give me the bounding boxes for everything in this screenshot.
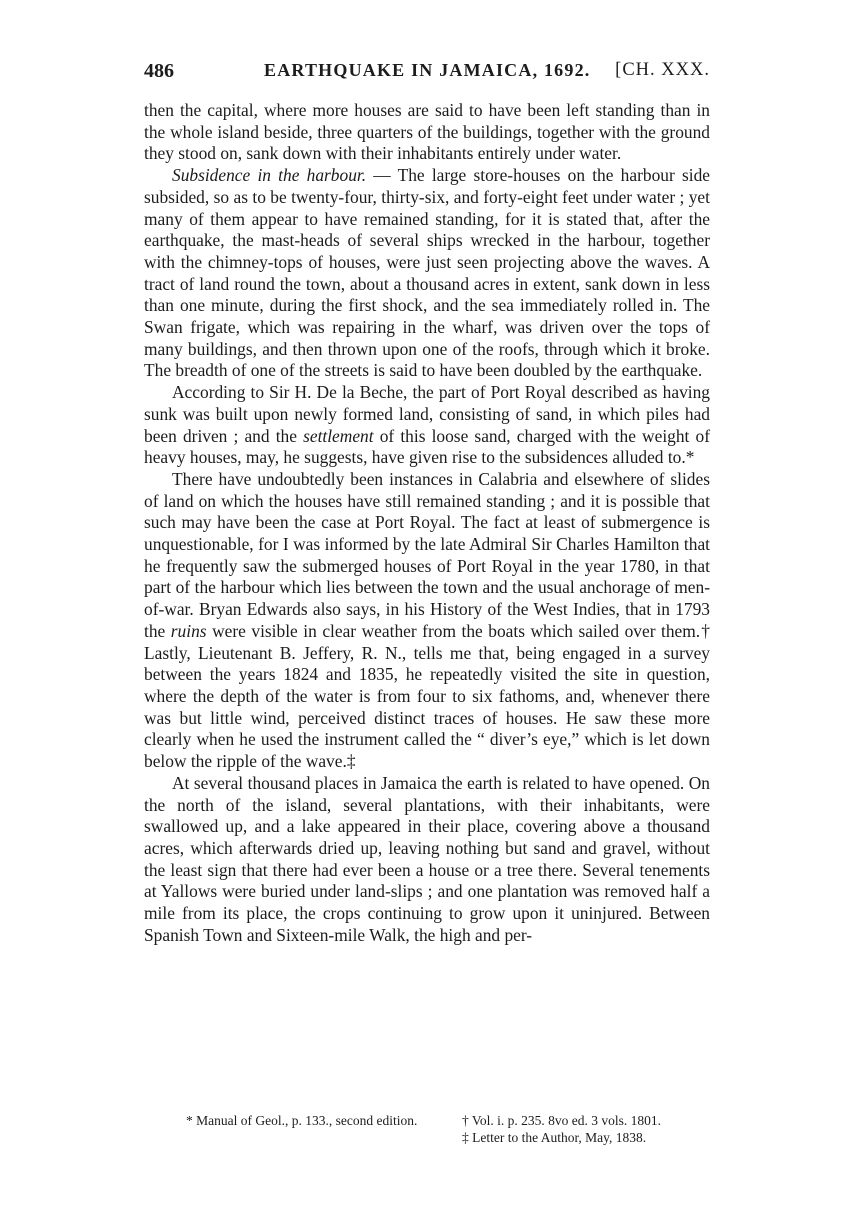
- section-heading: Subsidence in the harbour.: [172, 165, 367, 186]
- emphasis-ruins: ruins: [170, 620, 207, 641]
- paragraph-3: [144, 382, 710, 469]
- running-title: [264, 60, 590, 82]
- paragraph-4-text-a: There have undoubtedly been instances in Calabria and elsewhere of slides of land on which the houses have still remained standing ; and it is possible that such may have been the case at Port Royal. The fact at least of submergence is unquestionable, for I was informed by the late Admiral Sir Charles Hamilton that he frequently saw the submerged houses of Port Royal in the year 1780, in that part of the harbour which lies between the town and the usual anchorage of men-of-war. Bryan Edwards also says, in his History of the West Indies, that in 1793 the: [144, 468, 710, 641]
- paragraph-3-text-a: According to Sir H. De la Beche, the part of Port Royal described as having sunk was built upon newly formed land, consisting of sand, in which piles had been driven ; and the: [144, 382, 710, 446]
- footnote-left: [164, 1112, 444, 1129]
- footnote-double-dagger: ‡ Letter to the Author, May, 1838.: [462, 1130, 647, 1145]
- page-number: 486: [144, 60, 174, 82]
- paragraph-4-text-b: were visible in clear weather from the boats which sailed over them.† Lastly, Lieutenant B. Jeffery, R. N., tells me that, being engaged in a survey between the years 1824 and 1835, he repeatedly visited the site in question, where the depth of the water is from four to six fathoms, and, whenever there was but little wind, perceived distinct traces of houses. He saw these more clearly when he used the instrument called the “ diver’s eye,” which is let down below the ripple of the wave.‡: [144, 620, 711, 772]
- footnote-right: [462, 1112, 722, 1146]
- footnote-star: * Manual of Geol., p. 133., second edition.: [186, 1113, 418, 1128]
- paragraph-1: then the capital, where more houses are said to have been left standing than in the whole island beside, three quarters of the buildings, together with the ground they stood on, sank down with their inhabitants entirely under water.: [144, 100, 710, 164]
- chapter-label: [CH. XXX.: [615, 60, 710, 80]
- paragraph-5: At several thousand places in Jamaica the earth is related to have opened. On the north of the island, several plantations, with their inhabitants, were swallowed up, and a lake appeared in their place, covering above a thousand acres, which afterwards dried up, leaving nothing but sand and gravel, without the least sign that there had ever been a house or a tree there. Several tenements at Yallows were buried under land-slips ; and one plantation was removed half a mile from its place, the crops continuing to grow upon it uninjured. Between Spanish Town and Sixteen-mile Walk, the high and per-: [144, 772, 710, 945]
- paragraph-2-text: — The large store-houses on the harbour side subsided, so as to be twenty-four, thirty-six, and forty-eight feet under water ; yet many of them appear to have remained standing, for it is stated that, after the earthquake, the mast-heads of several ships wrecked in the harbour, together with the chimney-tops of houses, were just seen projecting above the waves. A tract of land round the town, about a thousand acres in extent, sank down in less than one minute, during the first shock, and the sea immediately rolled in. The Swan frigate, which was repairing in the wharf, was driven over the tops of many buildings, and then thrown upon one of the roofs, through which it broke. The breadth of one of the streets is said to have been doubled by the earthquake.: [144, 165, 710, 381]
- main-text: [144, 100, 710, 946]
- paragraph-4: [144, 469, 710, 773]
- paragraph-3-text-b: of this loose sand, charged with the weight of heavy houses, may, he suggests, have given rise to the subsidences alluded to.*: [144, 425, 710, 468]
- emphasis-settlement: settlement: [303, 425, 374, 446]
- running-header: [144, 60, 710, 90]
- footnote-dagger: † Vol. i. p. 235. 8vo ed. 3 vols. 1801.: [462, 1113, 662, 1128]
- running-title-text: EARTHQUAKE IN JAMAICA, 1692.: [264, 60, 591, 80]
- paragraph-2: [144, 165, 710, 382]
